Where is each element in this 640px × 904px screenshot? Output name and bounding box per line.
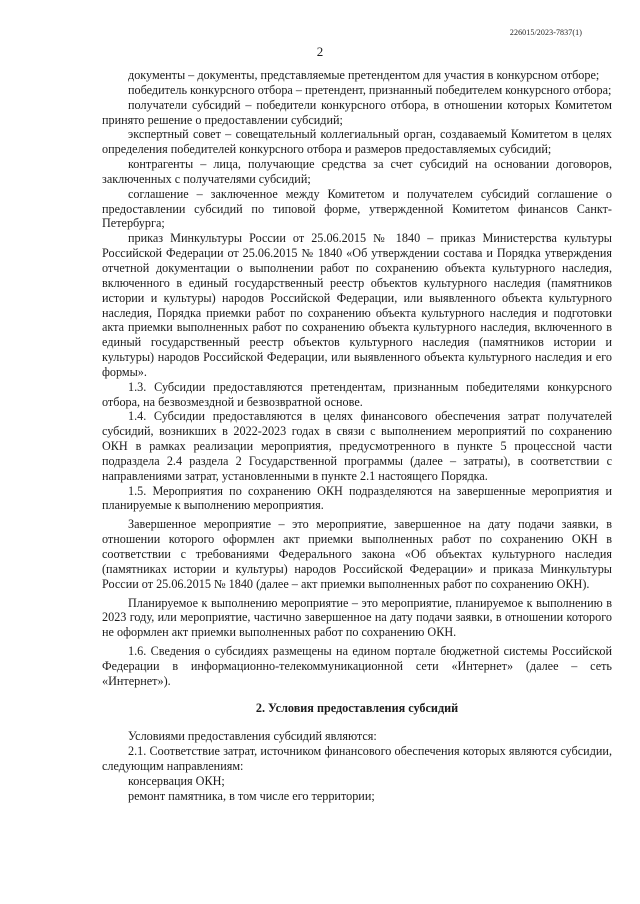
definition-recipients: получатели субсидий – победители конкурсного отбора, в отношении которых Комитетом принято решение о предоставлении субсидий;: [102, 97, 612, 127]
clause-2-1: 2.1. Соответствие затрат, источником финансового обеспечения которых являются субсидии, следующим направлениям:: [102, 744, 612, 774]
direction-repair: ремонт памятника, в том числе его территории;: [128, 788, 375, 803]
clause-1-4: 1.4. Субсидии предоставляются в целях финансового обеспечения затрат получателей субсидий, возникших в 2022-2023 годах в связи с выполнением мероприятий по сохранению ОКН в рамках реализации мероприятия, предусмотренного в пункте 5 процессной части подраздела 2.4 раздела 2 Государственной программы (далее – затраты), в соответствии с направлениями затрат, установленными в пункте 2.1 настоящего Порядка.: [102, 409, 612, 483]
page-number: 2: [316, 44, 324, 59]
planned-event-definition: Планируемое к выполнению мероприятие – это мероприятие, планируемое к выполнению в 2023 году, или мероприятие, частично завершенное на дату подачи заявки, в отношении которого не оформлен акт приемки выполненных работ по сохранению ОКН.: [102, 595, 612, 640]
definition-contractors: контрагенты – лица, получающие средства за счет субсидий на основании договоров, заключенных с получателями субсидий;: [102, 157, 612, 186]
document-number: 226015/2023-7837(1): [509, 28, 582, 37]
definition-expert-council: экспертный совет – совещательный коллегиальный орган, создаваемый Комитетом в целях определения победителей конкурсного отбора и размеров предоставляемых субсидий;: [102, 127, 612, 157]
definition-agreement: соглашение – заключенное между Комитетом и получателем субсидий соглашение о предоставлении субсидий по типовой форме, утвержденной Комитетом финансов Санкт-Петербурга;: [102, 186, 612, 231]
direction-conservation: консервация ОКН;: [128, 773, 225, 788]
completed-event-definition: Завершенное мероприятие – это мероприятие, завершенное на дату подачи заявки, в отношении которого оформлен акт приемки выполненных работ по сохранению ОКН в соответствии с требованиями Федерального закона «Об объектах культурного наследия (памятниках истории и культуры) народов Российской Федерации» и приказа Минкультуры России от 25.06.2015 № 1840 (далее – акт приемки выполненных работ по сохранению ОКН).: [102, 517, 612, 591]
clause-1-3: 1.3. Субсидии предоставляются претендентам, признанным победителями конкурсного отбора, на безвозмездной и безвозвратной основе.: [102, 379, 612, 409]
definition-order-1840: приказ Минкультуры России от 25.06.2015 № 1840 – приказ Министерства культуры Российской Федерации от 25.06.2015 № 1840 «Об утверждении состава и Порядка утверждения отчетной документации о выполнении работ по сохранению объекта культурного наследия, включенного в единый государственный реестр объектов культурного наследия (памятников истории и культуры) народов Российской Федерации, или выявленного объекта культурного наследия, Порядка приемки работ по сохранению объекта культурного наследия и подготовки акта приемки выполненных работ по сохранению объекта культурного наследия, включенного в единый государственный реестр объектов культурного наследия (памятников истории и культуры) народов Российской Федерации, или выявленного объекта культурного наследия и его формы».: [102, 231, 612, 379]
definition-winner: победитель конкурсного отбора – претендент, признанный победителем конкурсного отбора;: [128, 82, 612, 97]
clause-1-5: 1.5. Мероприятия по сохранению ОКН подразделяются на завершенные мероприятия и планируемые к выполнению мероприятия.: [102, 483, 612, 513]
clause-1-6: 1.6. Сведения о субсидиях размещены на едином портале бюджетной системы Российской Федерации в информационно-телекоммуникационной сети «Интернет» (далее – сеть «Интернет»).: [102, 644, 612, 688]
section-2-heading: 2. Условия предоставления субсидий: [255, 700, 459, 715]
definition-documents: документы – документы, представляемые претендентом для участия в конкурсном отборе;: [128, 68, 600, 82]
document-body: [102, 68, 612, 804]
section-2-intro: Условиями предоставления субсидий являются:: [128, 729, 377, 744]
